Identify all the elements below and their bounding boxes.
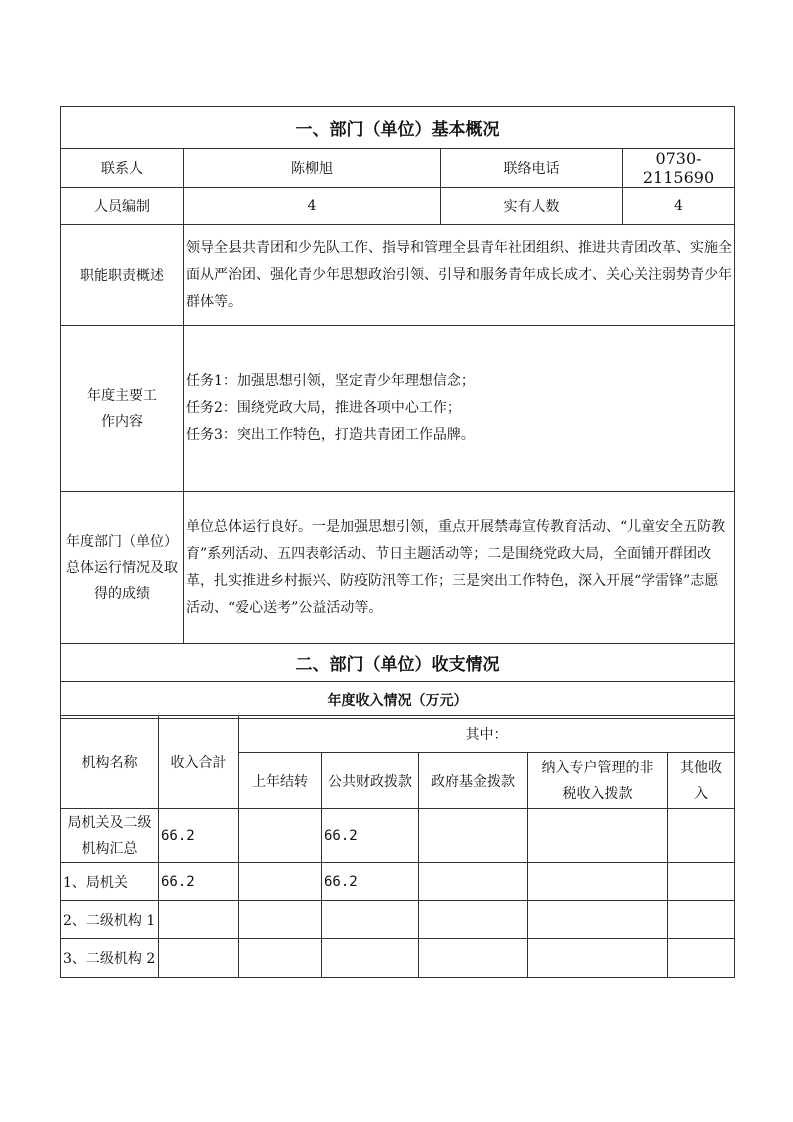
row-cell bbox=[528, 939, 668, 978]
row-cell bbox=[668, 901, 735, 939]
phone-value: 0730-2115690 bbox=[623, 149, 735, 188]
row-cell bbox=[239, 939, 322, 978]
row-cell bbox=[419, 939, 528, 978]
row-total bbox=[159, 901, 239, 939]
row-cell bbox=[668, 809, 735, 863]
overall-label: 年度部门（单位）总体运行情况及取得的成绩 bbox=[61, 492, 184, 644]
header-col: 政府基金拨款 bbox=[419, 753, 528, 809]
header-col: 上年结转 bbox=[239, 753, 322, 809]
header-col: 纳入专户管理的非税收入拨款 bbox=[528, 753, 668, 809]
row-cell bbox=[419, 863, 528, 901]
row-cell bbox=[239, 863, 322, 901]
row-cell bbox=[322, 901, 419, 939]
table-row bbox=[61, 939, 735, 978]
row-cell bbox=[528, 863, 668, 901]
row-cell bbox=[419, 809, 528, 863]
header-col: 公共财政拨款 bbox=[322, 753, 419, 809]
header-col: 其他收入 bbox=[668, 753, 735, 809]
row-cell bbox=[528, 901, 668, 939]
row-cell: 66.2 bbox=[322, 863, 419, 901]
staff-label: 人员编制 bbox=[61, 188, 184, 225]
tasks-label: 年度主要工作内容 bbox=[61, 326, 184, 492]
row-cell bbox=[239, 901, 322, 939]
task-item: 任务2：围绕党政大局，推进各项中心工作； bbox=[186, 400, 461, 416]
row-cell bbox=[419, 901, 528, 939]
row-name: 2、二级机构 1 bbox=[61, 901, 159, 939]
section2-title: 二、部门（单位）收支情况 bbox=[61, 644, 735, 682]
task-item: 任务1：加强思想引领，坚定青少年理想信念； bbox=[186, 373, 475, 389]
income-subtitle: 年度收入情况（万元） bbox=[61, 682, 735, 719]
income-table bbox=[60, 715, 735, 978]
row-cell bbox=[239, 809, 322, 863]
contact-label: 联系人 bbox=[61, 149, 184, 188]
basic-info-table bbox=[60, 106, 735, 719]
duties-text: 领导全县共青团和少先队工作、指导和管理全县青年社团组织、推进共青团改革、实施全面从严治团、强化青少年思想政治引领、引导和服务青年成长成才、关心关注弱势青少年群体等。 bbox=[184, 225, 735, 326]
section1-title: 一、部门（单位）基本概况 bbox=[61, 107, 735, 149]
table-row bbox=[61, 901, 735, 939]
row-total: 66.2 bbox=[159, 809, 239, 863]
row-cell bbox=[322, 939, 419, 978]
phone-label: 联络电话 bbox=[441, 149, 623, 188]
header-of-which: 其中： bbox=[239, 716, 735, 753]
actual-label: 实有人数 bbox=[441, 188, 623, 225]
row-name: 1、局机关 bbox=[61, 863, 159, 901]
task-item: 任务3：突出工作特色，打造共青团工作品牌。 bbox=[186, 427, 475, 443]
row-cell bbox=[668, 863, 735, 901]
row-name: 局机关及二级机构汇总 bbox=[61, 809, 159, 863]
row-total bbox=[159, 939, 239, 978]
overall-text: 单位总体运行良好。一是加强思想引领，重点开展禁毒宣传教育活动、“儿童安全五防教育”系列活动、五四表彰活动、节日主题活动等；二是围绕党政大局，全面铺开群团改革，扎实推进乡村振兴、防疫防汛等工作；三是突出工作特色，深入开展“学雷锋”志愿活动、“爱心送考”公益活动等。 bbox=[184, 492, 735, 644]
row-name: 3、二级机构 2 bbox=[61, 939, 159, 978]
contact-value: 陈柳旭 bbox=[184, 149, 441, 188]
duties-label: 职能职责概述 bbox=[61, 225, 184, 326]
row-total: 66.2 bbox=[159, 863, 239, 901]
row-cell bbox=[528, 809, 668, 863]
actual-value: 4 bbox=[623, 188, 735, 225]
header-total: 收入合計 bbox=[159, 716, 239, 809]
table-row bbox=[61, 809, 735, 863]
header-org: 机构名称 bbox=[61, 716, 159, 809]
row-cell: 66.2 bbox=[322, 809, 419, 863]
table-row bbox=[61, 863, 735, 901]
row-cell bbox=[668, 939, 735, 978]
tasks-list bbox=[184, 326, 735, 492]
staff-value: 4 bbox=[184, 188, 441, 225]
